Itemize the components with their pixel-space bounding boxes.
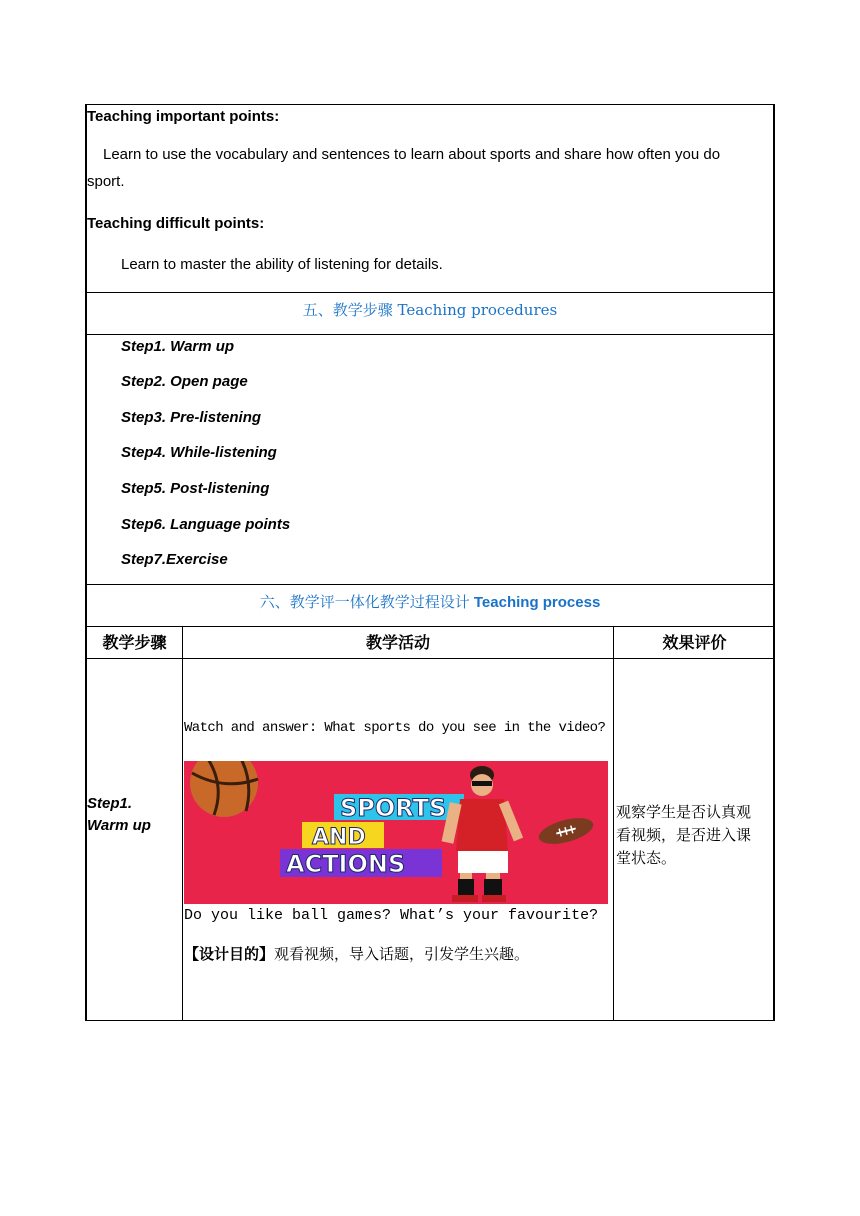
row-divider: [87, 292, 773, 293]
row-divider: [87, 584, 773, 585]
rugby-ball-icon: [536, 813, 596, 849]
step-item: Step6. Language points: [121, 516, 291, 533]
evaluation-line: 看视频，是否进入课: [616, 826, 752, 844]
design-purpose-label: 【设计目的】: [184, 946, 275, 963]
row-divider: [87, 334, 773, 335]
lesson-table: [85, 104, 775, 1021]
col-divider: [182, 627, 183, 1020]
difficult-points-body: Learn to master the ability of listening for details.: [121, 256, 443, 273]
evaluation-line: 堂状态。: [616, 849, 677, 867]
step-item: Step3. Pre-listening: [121, 409, 262, 426]
sports-video-thumbnail[interactable]: [184, 761, 608, 904]
col-header-evaluation: 效果评价: [662, 635, 727, 652]
col-header-steps: 教学步骤: [102, 635, 167, 652]
row-divider: [87, 626, 773, 627]
important-points-body: Learn to use the vocabulary and sentences to learn about sports and share how often you do: [103, 146, 721, 163]
row-divider: [87, 658, 773, 659]
step-item: Step5. Post-listening: [121, 480, 270, 497]
step-item: Step4. While-listening: [121, 444, 277, 461]
banner-word-sports: SPORTS: [340, 794, 447, 822]
banner-word-actions: ACTIONS: [286, 850, 406, 878]
evaluation-line: 观察学生是否认真观: [616, 803, 752, 821]
process-heading: [87, 591, 773, 612]
sports-illustration: [184, 761, 608, 904]
row-step-label: Step1.: [87, 795, 133, 812]
activity-prompt: Watch and answer: What sports do you see in the video?: [184, 720, 606, 736]
process-heading-en: Teaching process: [473, 594, 601, 611]
design-purpose-text: 观看视频，导入话题，引发学生兴趣。: [274, 945, 530, 963]
row-step-label-cont: Warm up: [87, 817, 151, 834]
procedures-heading: [87, 299, 773, 320]
step-item: Step1. Warm up: [121, 338, 235, 355]
banner-word-and: AND: [312, 825, 366, 850]
important-points-body-cont: sport.: [87, 173, 125, 190]
football-player-icon: [442, 766, 524, 902]
procedures-heading-text: 五、教学步骤 Teaching procedures: [302, 301, 558, 319]
process-heading-cn: 六、教学评一体化教学过程设计: [259, 593, 470, 611]
step-item: Step7.Exercise: [121, 551, 228, 568]
design-purpose: [184, 943, 529, 964]
activity-question: Do you like ball games? What’s your favourite?: [184, 907, 599, 924]
basketball-icon: [190, 761, 258, 817]
col-divider: [613, 627, 614, 1020]
important-points-heading: Teaching important points:: [87, 108, 280, 125]
step-item: Step2. Open page: [121, 373, 248, 390]
col-header-activities: 教学活动: [365, 635, 430, 652]
difficult-points-heading: Teaching difficult points:: [87, 215, 265, 232]
